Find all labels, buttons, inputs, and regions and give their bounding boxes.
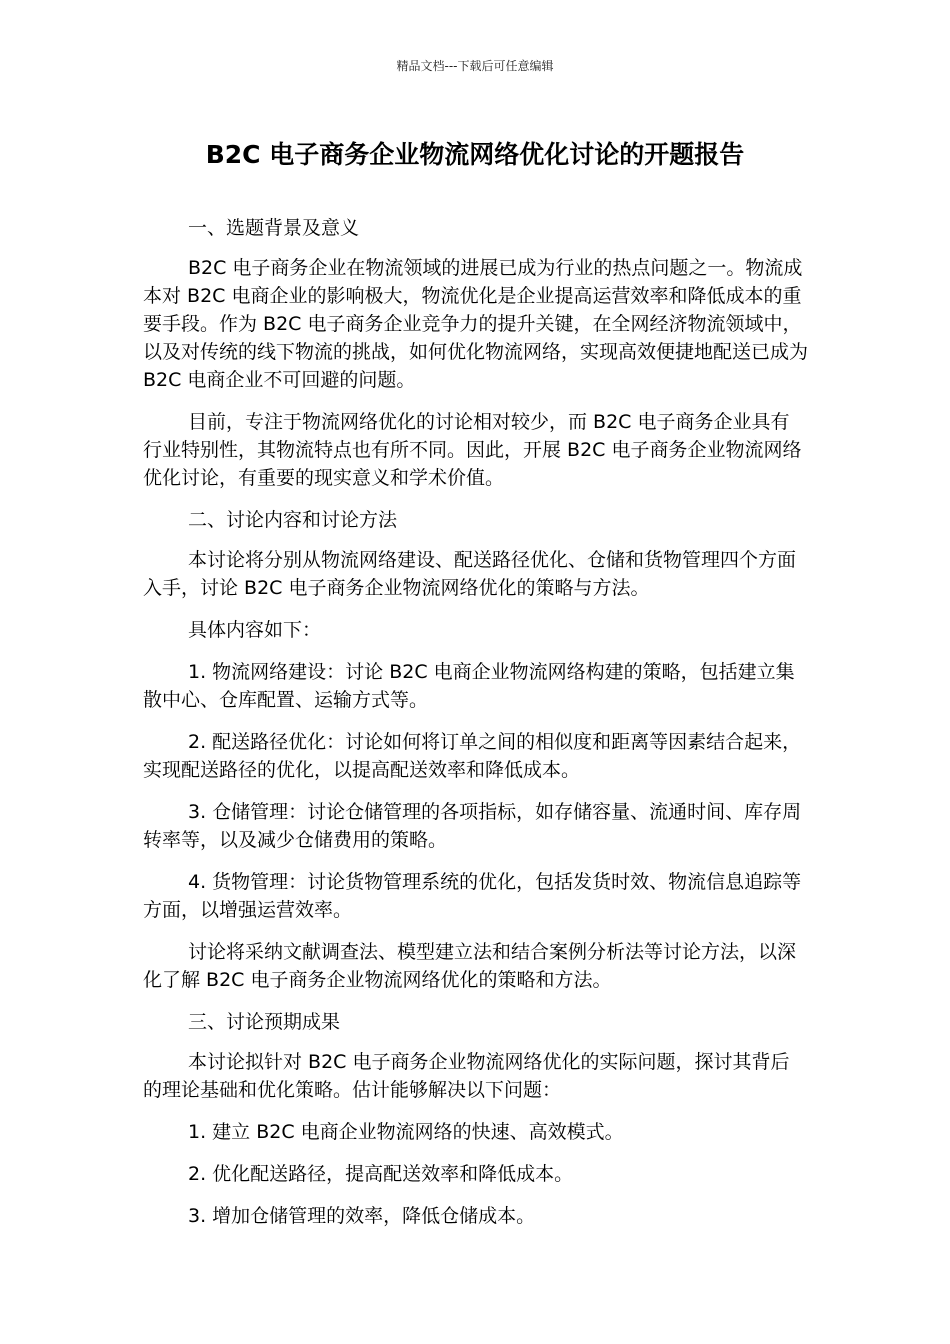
section-1-heading: 一、选题背景及意义 — [188, 217, 360, 239]
section-2-paragraph-2: 具体内容如下： — [188, 619, 322, 641]
header-note: 精品文档---下载后可任意编辑 — [396, 59, 554, 73]
section-2-list-item-2: 2. 配送路径优化：讨论如何将订单之间的相似度和距离等因素结合起来，实现配送路径的优化，以提高配送效率和降低成本。 — [143, 731, 802, 781]
section-1-paragraph-2: 目前，专注于物流网络优化的讨论相对较少，而 B2C 电子商务企业具有行业特别性，其物流特点也有所不同。因此，开展 B2C 电子商务企业物流网络优化讨论，有重要的现实意义和学术价值。 — [143, 411, 802, 489]
section-1-paragraph-1: B2C 电子商务企业在物流领域的进展已成为行业的热点问题之一。物流成本对 B2C 电商企业的影响极大，物流优化是企业提高运营效率和降低成本的重要手段。作为 B2C 电子商务企业竞争力的提升关键，在全网经济物流领域中，以及对传统的线下物流的挑战，如何优化物流网络，实现高效便捷地配送已成为 B2C 电商企业不可回避的问题。 — [143, 257, 809, 391]
section-3-list-item-2: 2. 优化配送路径，提高配送效率和降低成本。 — [188, 1163, 574, 1185]
section-2-heading: 二、讨论内容和讨论方法 — [188, 509, 398, 531]
section-2-list-item-4: 4. 货物管理：讨论货物管理系统的优化，包括发货时效、物流信息追踪等方面，以增强运营效率。 — [143, 871, 802, 921]
section-2-paragraph-1: 本讨论将分别从物流网络建设、配送路径优化、仓储和货物管理四个方面入手，讨论 B2C 电子商务企业物流网络优化的策略与方法。 — [143, 549, 797, 599]
document-body — [143, 214, 808, 1230]
section-3-heading: 三、讨论预期成果 — [188, 1011, 341, 1033]
section-2-list-item-1: 1. 物流网络建设：讨论 B2C 电商企业物流网络构建的策略，包括建立集散中心、仓库配置、运输方式等。 — [143, 661, 795, 711]
section-2-list-item-3: 3. 仓储管理：讨论仓储管理的各项指标，如存储容量、流通时间、库存周转率等，以及减少仓储费用的策略。 — [143, 801, 802, 851]
page-title: B2C 电子商务企业物流网络优化讨论的开题报告 — [205, 140, 745, 169]
section-3-paragraph-1: 本讨论拟针对 B2C 电子商务企业物流网络优化的实际问题，探讨其背后的理论基础和优化策略。估计能够解决以下问题： — [143, 1051, 790, 1101]
section-2-paragraph-3: 讨论将采纳文献调查法、模型建立法和结合案例分析法等讨论方法，以深化了解 B2C 电子商务企业物流网络优化的策略和方法。 — [143, 941, 797, 991]
section-3-list-item-1: 1. 建立 B2C 电商企业物流网络的快速、高效模式。 — [188, 1121, 624, 1143]
section-3-list-item-3: 3. 增加仓储管理的效率，降低仓储成本。 — [188, 1205, 536, 1227]
